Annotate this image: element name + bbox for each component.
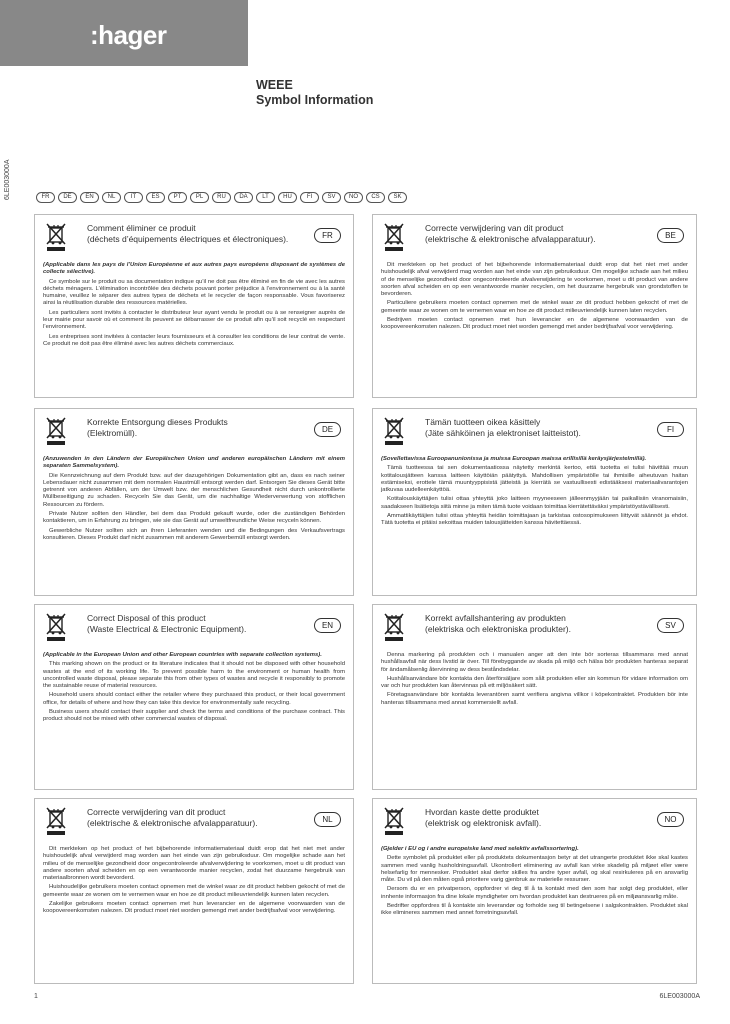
language-badge: EN [314, 618, 341, 633]
panel-paragraph: Kotitalouskäyttäjien tulisi ottaa yhteyttä joko laitteen myyneeseen jälleenmyyjään tai paikallisiin viranomaisiin, saadakseen lisätietoja siitä minne ja miten tämä tuote voidaan toimittaa kierrätettäväksi ympäristöystävällisesti. [381, 496, 688, 510]
panel-paragraph: Household users should contact either the retailer where they purchased this product, or their local government office, for details of where and how they can take this device for environmentally safe recycling. [43, 692, 345, 706]
panel-title-line1: Comment éliminer ce produit [87, 223, 196, 233]
panel-paragraph: Tämä tuotteessa tai sen dokumentaatiossa näytetty merkintä kertoo, että tuotetta ei tulisi hävittää muun kotitalousjätteen kanssa laitteen käyttöiän päätyttyä. Mahdollisen ympäristölle tai ihmisille aiheutuvan haitan estämiseksi, erottele tämä muuntyyppisistä jätteistä ja kierrätä se vastuullisesti edistääksesi materiaalivarantojen jatkuvaa uudelleenkäyttöä. [381, 465, 688, 494]
panel-title [425, 223, 655, 245]
panel-header [43, 416, 345, 456]
crossed-bin-icon [45, 416, 67, 446]
panel-paragraph: Zakelijke gebruikers moeten contact opnemen met hun leverancier en de algemene voorwaarden van de koopovereenkomsten nalezen. Dit product moet niet worden gemengd met ander bedrijfsafval voor verwijdering. [43, 901, 345, 915]
panel-paragraph: Private Nutzer sollten den Händler, bei dem das Produkt gekauft wurde, oder die zuständigen Behörden kontaktieren, um in Erfahrung zu bringen, wie sie das Gerät auf umweltfreundliche Weise recyceln können. [43, 511, 345, 525]
panel-title-line1: Hvordan kaste dette produktet [425, 807, 539, 817]
panel-title-line2: (elektrische & elektronische afvalapparatuur). [425, 234, 596, 244]
language-pill-es: ES [146, 192, 165, 203]
crossed-bin-icon [383, 416, 405, 446]
language-badge: FR [314, 228, 341, 243]
language-pill-cs: CS [366, 192, 385, 203]
language-badge: NO [657, 812, 684, 827]
panel-header [43, 806, 345, 846]
language-pill-en: EN [80, 192, 99, 203]
panel-paragraph: (Applicable in the European Union and other European countries with separate collection systems). [43, 652, 322, 658]
panel-body [43, 846, 345, 916]
panel-paragraph: Ce symbole sur le produit ou sa documentation indique qu’il ne doit pas être éliminé en fin de vie avec les autres déchets ménagers. L’élimination incontrôlée des déchets pouvant porter préjudice à l’environnement ou à la santé humaine, veuillez le séparer des autres types de déchets et le recycler de façon responsable. Vous favoriserez ainsi la réutilisation durable des ressources matérielles. [43, 278, 345, 307]
panel-paragraph: Particuliere gebruikers moeten contact opnemen met de winkel waar ze dit product hebben gekocht of met de gemeente waar ze wonen om te vernemen waar en hoe ze dit product milieuvriendelijk kunnen laten recyclen. [381, 300, 688, 314]
panel-body [43, 456, 345, 542]
weee-panel-fr [34, 214, 354, 398]
panel-header [381, 416, 688, 456]
language-pill-sk: SK [388, 192, 407, 203]
panel-title-line1: Korrekte Entsorgung dieses Produkts [87, 417, 228, 427]
panel-header [43, 222, 345, 262]
panel-paragraph: Business users should contact their supplier and check the terms and conditions of the purchase contract. This product should not be mixed with other commercial wastes of disposal. [43, 709, 345, 723]
panel-body [381, 652, 688, 707]
panel-title-line1: Correcte verwijdering van dit product [87, 807, 226, 817]
panel-title [87, 223, 317, 245]
crossed-bin-icon [45, 612, 67, 642]
panel-paragraph: Les particuliers sont invités à contacter le distributeur leur ayant vendu le produit ou à se renseigner auprès de leur mairie pour savoir où et comment ils peuvent se débarrasser de ce produit afin qu’il soit recyclé en respectant l’environnement. [43, 309, 345, 331]
panel-title-line1: Correcte verwijdering van dit product [425, 223, 564, 233]
panel-title-line2: (Waste Electrical & Electronic Equipment). [87, 624, 247, 634]
panel-paragraph: Dersom du er en privatperson, oppfordrer vi deg til å ta kontakt med den som har solgt deg produktet, eller innhente informasjon fra dine lokale myndigheter om hvordan produktet kan destrueres på en miljøansvarlig måte. [381, 886, 688, 900]
panel-title [87, 613, 317, 635]
panel-body [381, 262, 688, 332]
language-pill-sv: SV [322, 192, 341, 203]
panel-title [87, 417, 317, 439]
language-pill-fi: FI [300, 192, 319, 203]
panel-paragraph: Dit merkteken op het product of het bijbehorende informatiemateriaal duidt erop dat het niet met ander huishoudelijk afval verwijderd mag worden aan het einde van zijn gebruiksduur. Om mogelijke schade aan het milieu of de menselijke gezondheid door ongecontroleerde afvalverwijdering te voorkomen, moet u dit product van andere soorten afval scheiden en op een verantwoorde manier recyclen, om het duurzame hergebruik van grondstoffen te bevorderen. [381, 262, 688, 298]
language-pill-pl: PL [190, 192, 209, 203]
panel-title-line2: (elektrisk og elektronisk avfall). [425, 818, 542, 828]
weee-panel-nl [34, 798, 354, 984]
panel-header [43, 612, 345, 652]
panel-header [381, 612, 688, 652]
language-pill-pt: PT [168, 192, 187, 203]
panel-paragraph: Huishoudelijke gebruikers moeten contact opnemen met de winkel waar ze dit product hebben gekocht of met de gemeente waar ze wonen om te vernemen waar en hoe ze dit product milieuvriendelijk kunnen laten recyclen. [43, 884, 345, 898]
language-pill-ru: RU [212, 192, 231, 203]
panel-title [425, 807, 655, 829]
panel-title [87, 807, 317, 829]
language-pill-lt: LT [256, 192, 275, 203]
weee-panel-fi [372, 408, 697, 596]
panel-paragraph: (Applicable dans les pays de l’Union Européenne et aux autres pays européens disposant de systèmes de collecte sélective). [43, 262, 345, 276]
language-badge: FI [657, 422, 684, 437]
panel-body [43, 652, 345, 724]
panel-title-line2: (déchets d’équipements électriques et électroniques). [87, 234, 289, 244]
language-badge: DE [314, 422, 341, 437]
panel-title-line2: (elektriska och elektroniska produkter). [425, 624, 571, 634]
panel-title-line2: (Jäte sähköinen ja elektroniset laitteistot). [425, 428, 581, 438]
language-pill-fr: FR [36, 192, 55, 203]
panel-title-line2: (Elektromüll). [87, 428, 138, 438]
panel-title-line2: (elektrische & elektronische afvalapparatuur). [87, 818, 258, 828]
panel-paragraph: This marking shown on the product or its literature indicates that it should not be disposed with other household wastes at the end of its working life. To prevent possible harm to the environment or human health from uncontrolled waste disposal, please separate this from other types of wastes and recycle it responsibly to promote the sustainable reuse of material resources. [43, 661, 345, 690]
panel-paragraph: Die Kennzeichnung auf dem Produkt bzw. auf der dazugehörigen Dokumentation gibt an, dass es nach seiner Lebensdauer nicht zusammen mit dem normalen Haustmüll entsorgt werden darf. Entsorgen Sie dieses Gerät bitte getrennt von anderen Abfällen, um der Umwelt bzw. der menschlichen Gesundheit nicht durch unkontrollierte Müllbeseitigung zu schaden. Recyceln Sie das Gerät, um die nachhaltige Wiederverwertung von stofflichen Ressourcen zu fördern. [43, 472, 345, 508]
panel-body [43, 262, 345, 348]
panel-paragraph: Dette symbolet på produktet eller på produktets dokumentasjon betyr at det utrangerte produktet ikke skal kastes sammen med vanlig husholdningsavfall. Ukontrollert eliminering av avfall kan virke skadelig på miljøet eller være helsefarlig for mennesker. Produktet skal derfor skilles fra andre typer avfall, og skal resirkuleres på en ansvarlig måte. Du vil på den måten også prioritere varig gjenbruk av materielle ressurser. [381, 855, 688, 884]
panel-paragraph: Bedrijven moeten contact opnemen met hun leverancier en de algemene voorwaarden van de koopovereenkomsten nalezen. Dit product moet niet worden gemengd met ander bedrijfsafval voor verwijdering. [381, 317, 688, 331]
weee-panel-de [34, 408, 354, 596]
title-symbol-information: Symbol Information [256, 93, 374, 107]
panel-title-line1: Correct Disposal of this product [87, 613, 206, 623]
panel-title-line1: Tämän tuotteen oikea käsittely [425, 417, 541, 427]
language-pill-hu: HU [278, 192, 297, 203]
crossed-bin-icon [383, 222, 405, 252]
panel-paragraph: (Sovellettavissa Euroopanunionissa ja muissa Euroopan maissa erillisillä keräysjärjestelmillä). [381, 456, 647, 462]
panel-title-line1: Korrekt avfallshantering av produkten [425, 613, 566, 623]
language-list [36, 192, 407, 203]
panel-paragraph: (Gjelder i EU og i andre europeiske land med selektiv avfallssortering). [381, 846, 579, 852]
page-title [256, 78, 373, 108]
panel-paragraph: Hushållsanvändare bör kontakta den återförsäljare som sålt produkten eller sin kommun för vidare information om var och hur produkten kan återvinnas på ett miljösäkert sätt. [381, 675, 688, 690]
language-badge: BE [657, 228, 684, 243]
footer-doc-code: 6LE003000A [659, 993, 700, 1000]
language-badge: NL [314, 812, 341, 827]
panel-paragraph: Företagsanvändare bör kontakta leverantören samt verifiera angivna villkor i köpekontraktet. Produkten bör inte hanteras tillsammans med annat kommersiellt avfall. [381, 692, 688, 706]
language-pill-nl: NL [102, 192, 121, 203]
language-pill-it: IT [124, 192, 143, 203]
hager-logo: :hager [90, 20, 167, 50]
crossed-bin-icon [45, 222, 67, 252]
weee-panel-sv [372, 604, 697, 790]
panel-header [381, 806, 688, 846]
panel-body [381, 456, 688, 528]
language-pill-de: DE [58, 192, 77, 203]
crossed-bin-icon [383, 806, 405, 836]
panel-paragraph: Bedrifter oppfordres til å kontakte sin leverandør og forholde seg til betingelsene i salgskontrakten. Produktet skal ikke elimineres sammen med annet forretningsavfall. [381, 903, 688, 917]
panel-body [381, 846, 688, 918]
language-badge: SV [657, 618, 684, 633]
panel-paragraph: Denna markering på produkten och i manualen anger att den inte bör sorteras tillsammans med annat hushållsavfall när dess livstid är över. Till förebyggande av skada på miljö och hälsa bör produkten hanteras separat för ändamålsenlig återvinning av dess beståndsdelar. [381, 652, 688, 673]
panel-title [425, 613, 655, 635]
panel-title [425, 417, 655, 439]
vertical-doc-code: 6LE003000A [4, 159, 11, 200]
page-number: 1 [34, 993, 38, 1000]
title-weee: WEEE [256, 78, 293, 92]
panel-paragraph: Gewerbliche Nutzer sollten sich an ihren Lieferanten wenden und die Bedingungen des Verkaufsvertrags konsultieren. Dieses Produkt darf nicht zusammen mit anderem Gewerbemüll entsorgt werden. [43, 527, 345, 541]
weee-panel-no [372, 798, 697, 984]
weee-panel-en [34, 604, 354, 790]
panel-paragraph: Les entreprises sont invitées à contacter leurs fournisseurs et à consulter les conditions de leur contrat de vente. Ce produit ne doit pas être éliminé avec les autres déchets commerciaux. [43, 333, 345, 347]
crossed-bin-icon [45, 806, 67, 836]
language-pill-no: NO [344, 192, 363, 203]
panel-header [381, 222, 688, 262]
panel-paragraph: (Anzuwenden in den Ländern der Europäischen Union und anderen europäischen Ländern mit einem separaten Sammelsystem). [43, 456, 345, 470]
crossed-bin-icon [383, 612, 405, 642]
language-pill-da: DA [234, 192, 253, 203]
brand-header-bar [0, 0, 248, 66]
weee-panel-be [372, 214, 697, 398]
panel-paragraph: Ammattikäyttäjien tulisi ottaa yhteyttä heidän toimittajaan ja tarkistaa ostosopimukseen liittyvät säännöt ja ehdot. Tätä tuotetta ei pitäisi sekoittaa muiden talousjätteiden kanssa hävitettäessä. [381, 513, 688, 527]
panel-paragraph: Dit merkteken op het product of het bijbehorende informatiemateriaal duidt erop dat het niet met ander huishoudelijk afval verwijderd mag worden aan het einde van zijn gebruiksduur. Om mogelijke schade aan het milieu of de menselijke gezondheid door ongecontroleerde afvalverwijdering te voorkomen, moet u dit product van andere soorten afval scheiden en op een verantwoorde manier recyclen, zodat het duurzame hergebruik van materiaalbronnen wordt bevorderd. [43, 846, 345, 882]
